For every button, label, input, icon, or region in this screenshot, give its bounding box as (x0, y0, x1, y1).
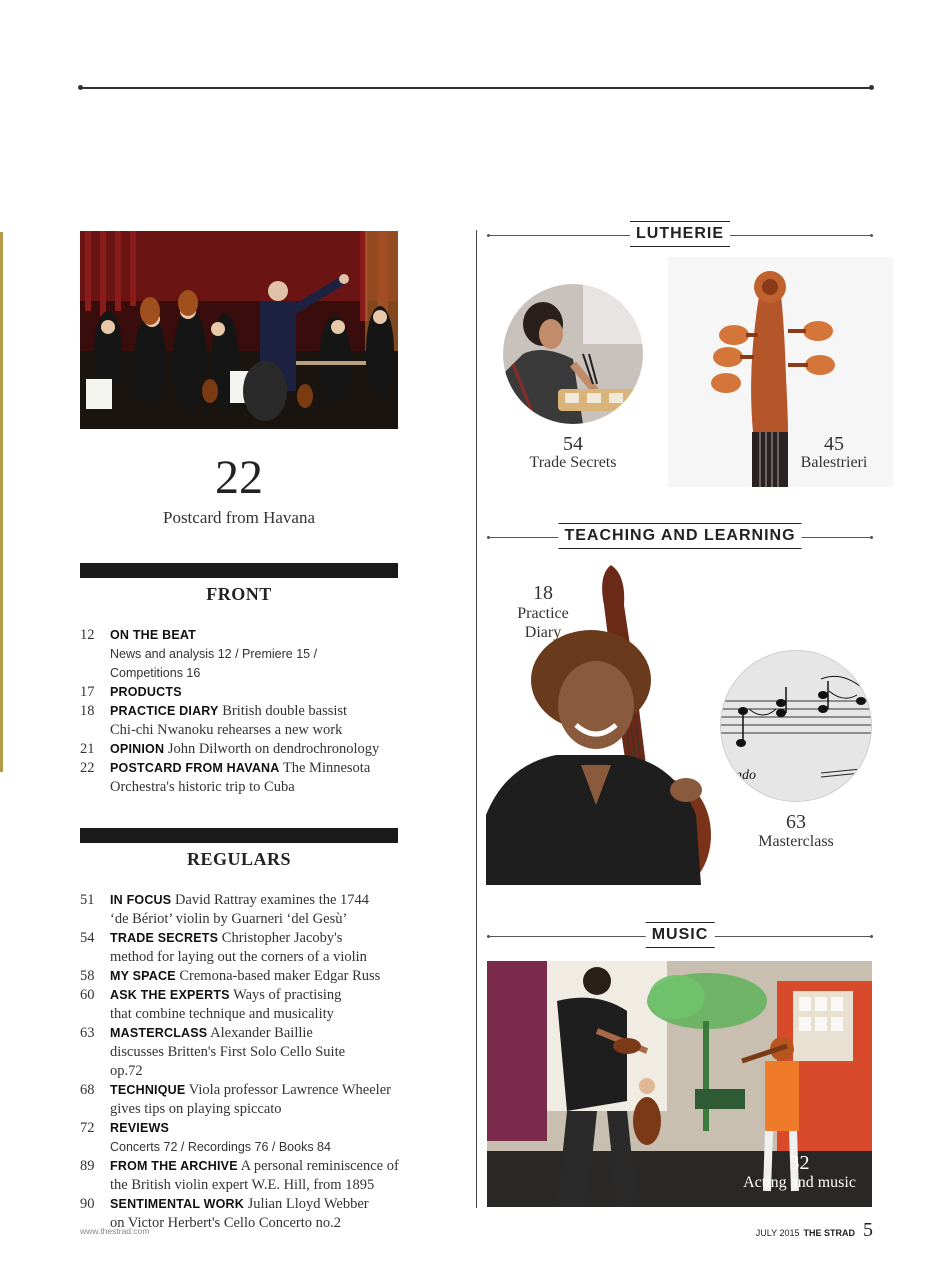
toc-subitems: News and analysis 12 / Premiere 15 / Competitions 16 (110, 647, 318, 680)
feature-page-number: 22 (215, 451, 263, 504)
toc-page-number: 63 (80, 1025, 95, 1041)
toc-description: Alexander Baillie discusses Britten's First Solo Cello Suite op.72 (110, 1025, 346, 1079)
toc-page-number: 60 (80, 987, 95, 1003)
toc-description: Viola professor Lawrence Wheeler gives tips on playing spiccato (110, 1082, 391, 1117)
regulars-section-title: REGULARS (186, 849, 292, 869)
toc-page-number: 18 (80, 703, 95, 719)
toc-heading: SENTIMENTAL WORK (110, 1197, 244, 1211)
toc-description: Christopher Jacoby's method for laying out the corners of a violin (110, 930, 367, 965)
acting-and-music-page-number: 32 (789, 1152, 810, 1174)
toc-heading: TRADE SECRETS (110, 931, 219, 945)
toc-page-number: 90 (80, 1196, 95, 1212)
toc-heading: FROM THE ARCHIVE (110, 1159, 238, 1173)
toc-heading: TECHNIQUE (110, 1083, 186, 1097)
toc-item[interactable] (80, 1157, 410, 1195)
toc-item[interactable] (80, 626, 410, 683)
toc-description: Julian Lloyd Webber on Victor Herbert's Cello Concerto no.2 (110, 1196, 369, 1231)
havana-orchestra-photo[interactable] (80, 231, 398, 429)
toc-heading: MY SPACE (110, 969, 176, 983)
toc-description: David Rattray examines the 1744 ‘de Bériot’ violin by Guarneri ‘del Gesù’ (110, 892, 370, 927)
footer-issue-date: JULY 2015 (755, 1228, 800, 1238)
toc-heading: ASK THE EXPERTS (110, 988, 230, 1002)
footer-folio (756, 1219, 873, 1242)
front-section-title: FRONT (206, 584, 272, 604)
toc-heading: REVIEWS (110, 1121, 170, 1135)
footer-brand: THE STRAD (803, 1228, 855, 1238)
toc-heading: ON THE BEAT (110, 628, 196, 642)
footer-url[interactable]: www.thestrad.com (80, 1226, 150, 1236)
practice-diary-page-number: 18 (533, 582, 553, 604)
column-divider (476, 230, 477, 1208)
footer-page-number: 5 (863, 1219, 873, 1241)
toc-description: The Minnesota Orchestra's historic trip to Cuba (110, 760, 371, 795)
practice-diary-caption-line2[interactable]: Diary (524, 624, 562, 641)
music-section-title: MUSIC (646, 922, 715, 948)
top-rule (80, 87, 872, 89)
toc-page-number: 72 (80, 1120, 95, 1136)
toc-page-number: 89 (80, 1158, 95, 1174)
front-toc-list (80, 626, 410, 797)
balestrieri-caption[interactable]: Balestrieri (800, 454, 868, 471)
regulars-section-bar (80, 828, 398, 843)
trade-secrets-photo[interactable] (503, 284, 643, 424)
masterclass-score-photo[interactable] (720, 650, 872, 802)
toc-item[interactable] (80, 683, 410, 702)
feature-title[interactable]: Postcard from Havana (162, 508, 315, 527)
teaching-section-title: TEACHING AND LEARNING (558, 523, 801, 549)
lutherie-section-header (487, 221, 873, 251)
music-section-header (487, 922, 873, 952)
masterclass-page-number: 63 (786, 811, 806, 833)
trade-secrets-page-number: 54 (563, 433, 583, 455)
toc-item[interactable] (80, 1081, 410, 1119)
toc-page-number: 58 (80, 968, 95, 984)
page-edge-strip (0, 232, 3, 772)
toc-heading: IN FOCUS (110, 893, 172, 907)
toc-page-number: 68 (80, 1082, 95, 1098)
toc-heading: POSTCARD FROM HAVANA (110, 761, 280, 775)
toc-item[interactable] (80, 1024, 410, 1081)
toc-heading: OPINION (110, 742, 165, 756)
toc-item[interactable] (80, 1119, 410, 1157)
toc-item[interactable] (80, 891, 410, 929)
toc-item[interactable] (80, 759, 410, 797)
masterclass-caption[interactable]: Masterclass (758, 833, 834, 850)
practice-diary-caption-line1[interactable]: Practice (517, 605, 569, 622)
toc-page-number: 51 (80, 892, 95, 908)
toc-subitems: Concerts 72 / Recordings 76 / Books 84 (110, 1140, 331, 1154)
toc-description: John Dilworth on dendrochronology (167, 741, 380, 757)
trade-secrets-caption[interactable]: Trade Secrets (529, 454, 617, 471)
toc-description: British double bassist Chi-chi Nwanoku rehearses a new work (110, 703, 348, 738)
score-marking-text: ndo (735, 768, 756, 783)
toc-page-number: 22 (80, 760, 95, 776)
acting-and-music-caption[interactable]: Acting and music (743, 1174, 856, 1191)
toc-description: A personal reminiscence of the British violin expert W.E. Hill, from 1895 (110, 1158, 399, 1193)
toc-page-number: 12 (80, 627, 95, 643)
toc-description: Cremona-based maker Edgar Russ (179, 968, 381, 984)
regulars-toc-list (80, 891, 410, 1233)
toc-page-number: 17 (80, 684, 95, 700)
toc-item[interactable] (80, 702, 410, 740)
toc-heading: PRACTICE DIARY (110, 704, 219, 718)
toc-description: Ways of practising that combine technique and musicality (110, 987, 342, 1022)
toc-page-number: 54 (80, 930, 95, 946)
front-section-bar (80, 563, 398, 578)
toc-item[interactable] (80, 986, 410, 1024)
toc-heading: MASTERCLASS (110, 1026, 208, 1040)
toc-heading: PRODUCTS (110, 685, 182, 699)
lutherie-section-title: LUTHERIE (630, 221, 730, 247)
teaching-section-header (487, 523, 873, 553)
toc-item[interactable] (80, 929, 410, 967)
toc-item[interactable] (80, 740, 410, 759)
toc-item[interactable] (80, 967, 410, 986)
toc-page-number: 21 (80, 741, 95, 757)
balestrieri-page-number: 45 (824, 433, 844, 455)
